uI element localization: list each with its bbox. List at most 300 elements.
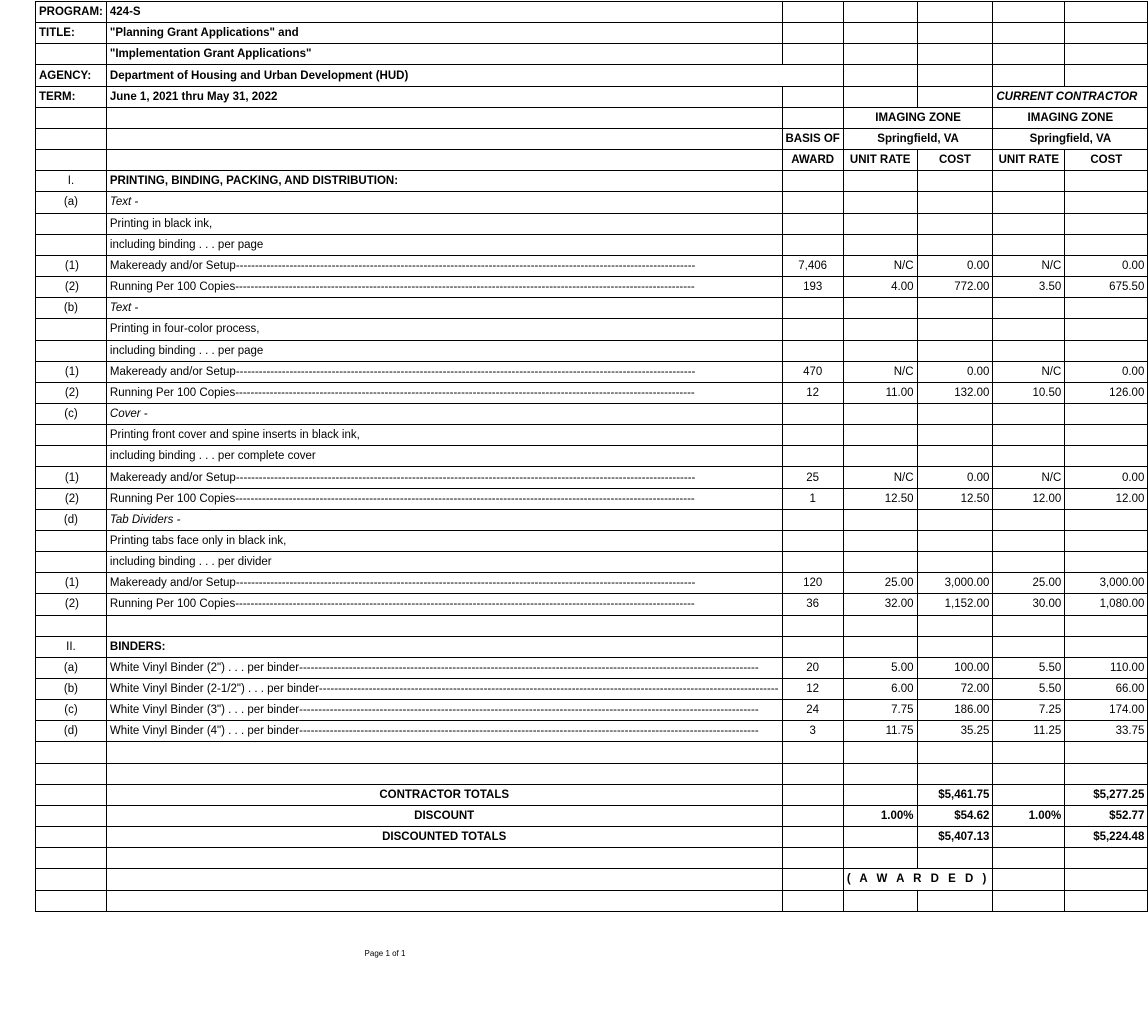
imaging-zone-unit-rate — [843, 615, 917, 636]
imaging-zone-cost: 1,152.00 — [917, 594, 993, 615]
imaging-zone-cost — [917, 192, 993, 213]
basis-of-award: 7,406 — [782, 255, 843, 276]
imaging-zone-cost: 35.25 — [917, 721, 993, 742]
empty-cell — [993, 44, 1065, 65]
imaging-zone-unit-rate: 12.50 — [843, 488, 917, 509]
empty-cell — [1065, 23, 1148, 44]
agency-label: AGENCY: — [36, 65, 107, 86]
discount-rate-1: 1.00% — [843, 805, 917, 826]
imaging-zone-unit-rate — [843, 192, 917, 213]
empty-cell — [782, 107, 843, 128]
location-heading-2: Springfield, VA — [993, 128, 1148, 149]
item-number — [36, 763, 107, 784]
current-contractor-unit-rate — [993, 552, 1065, 573]
pricing-sheet-table — [35, 1, 1148, 912]
item-description: Running Per 100 Copies------------------------------------------------------------------------------------------------------------------------ — [106, 382, 782, 403]
item-description: Running Per 100 Copies------------------------------------------------------------------------------------------------------------------------ — [106, 277, 782, 298]
current-contractor-cost: 174.00 — [1065, 700, 1148, 721]
table-row — [36, 763, 1148, 784]
imaging-zone-unit-rate: 5.00 — [843, 657, 917, 678]
cost-heading-2: COST — [1065, 150, 1148, 171]
basis-of-award — [782, 763, 843, 784]
basis-of-award: 12 — [782, 679, 843, 700]
current-contractor-cost: 66.00 — [1065, 679, 1148, 700]
empty-cell — [917, 2, 993, 23]
basis-of-award: 25 — [782, 467, 843, 488]
item-description: Tab Dividers - — [106, 509, 782, 530]
location-row — [36, 128, 1148, 149]
basis-of-award — [782, 192, 843, 213]
current-contractor-cost — [1065, 171, 1148, 192]
current-contractor-cost: 0.00 — [1065, 361, 1148, 382]
current-contractor-unit-rate: N/C — [993, 255, 1065, 276]
item-number: (1) — [36, 573, 107, 594]
table-row — [36, 213, 1148, 234]
item-description: including binding . . . per page — [106, 234, 782, 255]
imaging-zone-cost: 772.00 — [917, 277, 993, 298]
item-number: II. — [36, 636, 107, 657]
discounted-total-1: $5,407.13 — [917, 827, 993, 848]
imaging-zone-unit-rate — [843, 298, 917, 319]
current-contractor-unit-rate — [993, 319, 1065, 340]
current-contractor-cost — [1065, 340, 1148, 361]
basis-of-heading: BASIS OF — [782, 128, 843, 149]
current-contractor-cost — [1065, 213, 1148, 234]
imaging-zone-cost — [917, 615, 993, 636]
program-label: PROGRAM: — [36, 2, 107, 23]
imaging-zone-unit-rate: N/C — [843, 361, 917, 382]
empty-cell — [1065, 890, 1148, 911]
cost-heading-1: COST — [917, 150, 993, 171]
imaging-zone-cost — [917, 509, 993, 530]
item-number — [36, 425, 107, 446]
imaging-zone-cost: 100.00 — [917, 657, 993, 678]
item-description: Makeready and/or Setup------------------------------------------------------------------------------------------------------------------------ — [106, 467, 782, 488]
empty-cell — [917, 890, 993, 911]
empty-cell — [36, 107, 107, 128]
basis-of-award: 1 — [782, 488, 843, 509]
table-row — [36, 382, 1148, 403]
current-contractor-unit-rate — [993, 742, 1065, 763]
item-description — [106, 763, 782, 784]
imaging-zone-cost: 186.00 — [917, 700, 993, 721]
current-contractor-cost — [1065, 509, 1148, 530]
imaging-zone-cost: 0.00 — [917, 361, 993, 382]
empty-cell — [782, 784, 843, 805]
current-contractor-cost — [1065, 403, 1148, 424]
table-row — [36, 425, 1148, 446]
imaging-zone-unit-rate — [843, 636, 917, 657]
current-contractor-unit-rate: 12.00 — [993, 488, 1065, 509]
imaging-zone-unit-rate: N/C — [843, 255, 917, 276]
program-value: 424-S — [106, 2, 782, 23]
current-contractor-cost — [1065, 234, 1148, 255]
item-description: Printing front cover and spine inserts in black ink, — [106, 425, 782, 446]
basis-of-award — [782, 213, 843, 234]
item-description: Makeready and/or Setup------------------------------------------------------------------------------------------------------------------------ — [106, 361, 782, 382]
title-row-2 — [36, 44, 1148, 65]
discount-amount-2: $52.77 — [1065, 805, 1148, 826]
current-contractor-unit-rate — [993, 509, 1065, 530]
table-row — [36, 340, 1148, 361]
imaging-zone-cost — [917, 446, 993, 467]
empty-cell — [1065, 869, 1148, 890]
basis-of-award — [782, 319, 843, 340]
table-row — [36, 657, 1148, 678]
award-heading: AWARD — [782, 150, 843, 171]
imaging-zone-cost: 132.00 — [917, 382, 993, 403]
current-contractor-unit-rate: N/C — [993, 361, 1065, 382]
current-contractor-cost: 12.00 — [1065, 488, 1148, 509]
table-row — [36, 615, 1148, 636]
item-number: (c) — [36, 700, 107, 721]
item-number: (2) — [36, 382, 107, 403]
imaging-zone-unit-rate — [843, 425, 917, 446]
basis-of-award: 20 — [782, 657, 843, 678]
item-number — [36, 552, 107, 573]
unit-rate-heading-1: UNIT RATE — [843, 150, 917, 171]
current-contractor-unit-rate: N/C — [993, 467, 1065, 488]
imaging-zone-unit-rate — [843, 319, 917, 340]
current-contractor-unit-rate — [993, 298, 1065, 319]
contractor-totals-row — [36, 784, 1148, 805]
current-contractor-cost — [1065, 298, 1148, 319]
empty-cell — [843, 23, 917, 44]
current-contractor-cost: 126.00 — [1065, 382, 1148, 403]
imaging-zone-unit-rate — [843, 340, 917, 361]
current-contractor-unit-rate: 5.50 — [993, 679, 1065, 700]
empty-cell — [106, 128, 782, 149]
basis-of-award — [782, 742, 843, 763]
item-description — [106, 742, 782, 763]
item-description: White Vinyl Binder (2") . . . per binder------------------------------------------------------------------------------------------------------------------------ — [106, 657, 782, 678]
imaging-zone-cost — [917, 234, 993, 255]
table-row — [36, 255, 1148, 276]
imaging-zone-unit-rate — [843, 742, 917, 763]
table-row — [36, 700, 1148, 721]
current-contractor-unit-rate: 25.00 — [993, 573, 1065, 594]
current-contractor-unit-rate — [993, 530, 1065, 551]
empty-cell — [1065, 44, 1148, 65]
discounted-totals-row — [36, 827, 1148, 848]
item-number: (c) — [36, 403, 107, 424]
table-row — [36, 277, 1148, 298]
current-contractor-unit-rate — [993, 192, 1065, 213]
empty-cell — [36, 44, 107, 65]
item-description: Printing in four-color process, — [106, 319, 782, 340]
term-row — [36, 86, 1148, 107]
empty-cell — [993, 890, 1065, 911]
current-contractor-cost — [1065, 192, 1148, 213]
contractor-total-2: $5,277.25 — [1065, 784, 1148, 805]
imaging-zone-cost: 0.00 — [917, 467, 993, 488]
title-label: TITLE: — [36, 23, 107, 44]
current-contractor-cost: 1,080.00 — [1065, 594, 1148, 615]
empty-cell — [106, 150, 782, 171]
discount-label: DISCOUNT — [106, 805, 782, 826]
imaging-zone-cost — [917, 425, 993, 446]
imaging-zone-unit-rate — [843, 213, 917, 234]
current-contractor-unit-rate — [993, 636, 1065, 657]
current-contractor-unit-rate: 30.00 — [993, 594, 1065, 615]
title-line-2: "Implementation Grant Applications" — [106, 44, 782, 65]
imaging-zone-row — [36, 107, 1148, 128]
empty-cell — [843, 848, 917, 869]
item-description: White Vinyl Binder (3") . . . per binder------------------------------------------------------------------------------------------------------------------------ — [106, 700, 782, 721]
current-contractor-heading: CURRENT CONTRACTOR — [993, 86, 1148, 107]
table-row — [36, 594, 1148, 615]
empty-cell — [36, 150, 107, 171]
empty-cell — [993, 784, 1065, 805]
basis-of-award: 193 — [782, 277, 843, 298]
empty-cell — [36, 784, 107, 805]
current-contractor-unit-rate: 7.25 — [993, 700, 1065, 721]
empty-cell — [106, 890, 782, 911]
empty-cell — [843, 44, 917, 65]
current-contractor-cost — [1065, 425, 1148, 446]
item-number — [36, 446, 107, 467]
imaging-zone-unit-rate — [843, 403, 917, 424]
current-contractor-cost — [1065, 319, 1148, 340]
imaging-zone-unit-rate: N/C — [843, 467, 917, 488]
current-contractor-unit-rate — [993, 234, 1065, 255]
item-description: Text - — [106, 192, 782, 213]
basis-of-award: 12 — [782, 382, 843, 403]
empty-cell — [993, 848, 1065, 869]
empty-cell — [782, 23, 843, 44]
table-row — [36, 679, 1148, 700]
imaging-zone-unit-rate — [843, 530, 917, 551]
table-row — [36, 552, 1148, 573]
empty-cell — [782, 848, 843, 869]
imaging-zone-unit-rate: 11.00 — [843, 382, 917, 403]
current-contractor-unit-rate: 11.25 — [993, 721, 1065, 742]
current-contractor-cost — [1065, 636, 1148, 657]
table-row — [36, 573, 1148, 594]
empty-cell — [782, 827, 843, 848]
imaging-zone-cost — [917, 636, 993, 657]
basis-of-award — [782, 403, 843, 424]
basis-of-award — [782, 446, 843, 467]
item-number — [36, 234, 107, 255]
item-number: (a) — [36, 192, 107, 213]
empty-cell — [993, 23, 1065, 44]
item-description: Printing in black ink, — [106, 213, 782, 234]
empty-cell — [36, 848, 107, 869]
empty-cell — [917, 86, 993, 107]
empty-cell — [993, 65, 1065, 86]
table-row — [36, 636, 1148, 657]
empty-cell — [843, 890, 917, 911]
imaging-zone-unit-rate — [843, 234, 917, 255]
basis-of-award — [782, 425, 843, 446]
imaging-zone-cost — [917, 171, 993, 192]
table-row — [36, 446, 1148, 467]
awarded-label: ( A W A R D E D ) — [843, 869, 993, 890]
current-contractor-unit-rate — [993, 615, 1065, 636]
current-contractor-unit-rate — [993, 403, 1065, 424]
item-number: (2) — [36, 594, 107, 615]
item-description: White Vinyl Binder (2-1/2") . . . per binder------------------------------------------------------------------------------------------------------------------------ — [106, 679, 782, 700]
imaging-zone-cost: 12.50 — [917, 488, 993, 509]
basis-of-award — [782, 340, 843, 361]
imaging-zone-cost — [917, 742, 993, 763]
item-description: White Vinyl Binder (4") . . . per binder------------------------------------------------------------------------------------------------------------------------ — [106, 721, 782, 742]
table-row — [36, 721, 1148, 742]
item-description: Text - — [106, 298, 782, 319]
empty-cell — [993, 827, 1065, 848]
empty-cell — [782, 44, 843, 65]
imaging-zone-cost — [917, 340, 993, 361]
item-description: Makeready and/or Setup------------------------------------------------------------------------------------------------------------------------ — [106, 255, 782, 276]
current-contractor-cost: 675.50 — [1065, 277, 1148, 298]
empty-cell — [36, 869, 107, 890]
empty-cell — [843, 65, 917, 86]
current-contractor-unit-rate: 10.50 — [993, 382, 1065, 403]
current-contractor-unit-rate — [993, 763, 1065, 784]
imaging-zone-unit-rate — [843, 552, 917, 573]
current-contractor-cost: 110.00 — [1065, 657, 1148, 678]
page-footer: Page 1 of 1 — [364, 949, 406, 958]
item-number: (a) — [36, 657, 107, 678]
empty-cell — [782, 86, 843, 107]
blank-row — [36, 890, 1148, 911]
discount-row — [36, 805, 1148, 826]
current-contractor-unit-rate: 3.50 — [993, 277, 1065, 298]
column-header-row — [36, 150, 1148, 171]
current-contractor-cost — [1065, 742, 1148, 763]
discount-rate-2: 1.00% — [993, 805, 1065, 826]
table-row — [36, 319, 1148, 340]
basis-of-award: 24 — [782, 700, 843, 721]
item-number: (1) — [36, 361, 107, 382]
imaging-zone-unit-rate: 25.00 — [843, 573, 917, 594]
imaging-zone-cost: 72.00 — [917, 679, 993, 700]
imaging-zone-unit-rate: 11.75 — [843, 721, 917, 742]
item-number: I. — [36, 171, 107, 192]
item-description: Running Per 100 Copies------------------------------------------------------------------------------------------------------------------------ — [106, 594, 782, 615]
empty-cell — [843, 86, 917, 107]
item-description: including binding . . . per page — [106, 340, 782, 361]
imaging-zone-cost — [917, 530, 993, 551]
item-number — [36, 615, 107, 636]
line-items — [36, 171, 1148, 785]
imaging-zone-cost: 3,000.00 — [917, 573, 993, 594]
item-number — [36, 742, 107, 763]
item-description: including binding . . . per divider — [106, 552, 782, 573]
imaging-zone-cost — [917, 552, 993, 573]
title-line-1: "Planning Grant Applications" and — [106, 23, 782, 44]
table-row — [36, 192, 1148, 213]
basis-of-award — [782, 636, 843, 657]
empty-cell — [782, 869, 843, 890]
table-row — [36, 171, 1148, 192]
discounted-total-2: $5,224.48 — [1065, 827, 1148, 848]
empty-cell — [782, 890, 843, 911]
agency-value: Department of Housing and Urban Development (HUD) — [106, 65, 843, 86]
imaging-zone-cost — [917, 319, 993, 340]
item-number: (1) — [36, 467, 107, 488]
imaging-zone-cost — [917, 298, 993, 319]
empty-cell — [36, 128, 107, 149]
current-contractor-unit-rate — [993, 446, 1065, 467]
current-contractor-unit-rate — [993, 340, 1065, 361]
item-description: Makeready and/or Setup------------------------------------------------------------------------------------------------------------------------ — [106, 573, 782, 594]
current-contractor-cost — [1065, 763, 1148, 784]
current-contractor-cost — [1065, 552, 1148, 573]
current-contractor-unit-rate: 5.50 — [993, 657, 1065, 678]
program-row — [36, 2, 1148, 23]
item-description: BINDERS: — [106, 636, 782, 657]
awarded-row — [36, 869, 1148, 890]
table-row — [36, 298, 1148, 319]
basis-of-award: 3 — [782, 721, 843, 742]
imaging-zone-unit-rate: 6.00 — [843, 679, 917, 700]
item-description: including binding . . . per complete cover — [106, 446, 782, 467]
empty-cell — [1065, 2, 1148, 23]
imaging-zone-unit-rate: 4.00 — [843, 277, 917, 298]
basis-of-award — [782, 530, 843, 551]
basis-of-award — [782, 234, 843, 255]
empty-cell — [993, 869, 1065, 890]
imaging-zone-unit-rate — [843, 763, 917, 784]
item-number: (b) — [36, 298, 107, 319]
table-row — [36, 509, 1148, 530]
table-row — [36, 467, 1148, 488]
empty-cell — [843, 784, 917, 805]
basis-of-award: 120 — [782, 573, 843, 594]
blank-row — [36, 848, 1148, 869]
empty-cell — [917, 848, 993, 869]
imaging-zone-cost — [917, 763, 993, 784]
title-row — [36, 23, 1148, 44]
term-label: TERM: — [36, 86, 107, 107]
current-contractor-cost: 33.75 — [1065, 721, 1148, 742]
agency-row — [36, 65, 1148, 86]
empty-cell — [782, 2, 843, 23]
current-contractor-cost — [1065, 446, 1148, 467]
item-number — [36, 340, 107, 361]
empty-cell — [843, 2, 917, 23]
imaging-zone-cost — [917, 213, 993, 234]
imaging-zone-unit-rate: 32.00 — [843, 594, 917, 615]
current-contractor-cost: 3,000.00 — [1065, 573, 1148, 594]
item-number: (2) — [36, 277, 107, 298]
empty-cell — [36, 890, 107, 911]
empty-cell — [843, 827, 917, 848]
table-row — [36, 403, 1148, 424]
basis-of-award — [782, 171, 843, 192]
item-description: Cover - — [106, 403, 782, 424]
item-description — [106, 615, 782, 636]
item-number: (2) — [36, 488, 107, 509]
unit-rate-heading-2: UNIT RATE — [993, 150, 1065, 171]
empty-cell — [106, 869, 782, 890]
item-number — [36, 319, 107, 340]
item-number — [36, 530, 107, 551]
location-heading-1: Springfield, VA — [843, 128, 993, 149]
empty-cell — [917, 23, 993, 44]
table-row — [36, 488, 1148, 509]
empty-cell — [1065, 848, 1148, 869]
item-number: (1) — [36, 255, 107, 276]
empty-cell — [782, 805, 843, 826]
basis-of-award — [782, 552, 843, 573]
imaging-zone-unit-rate: 7.75 — [843, 700, 917, 721]
item-description: PRINTING, BINDING, PACKING, AND DISTRIBUTION: — [106, 171, 782, 192]
table-row — [36, 742, 1148, 763]
current-contractor-cost: 0.00 — [1065, 255, 1148, 276]
